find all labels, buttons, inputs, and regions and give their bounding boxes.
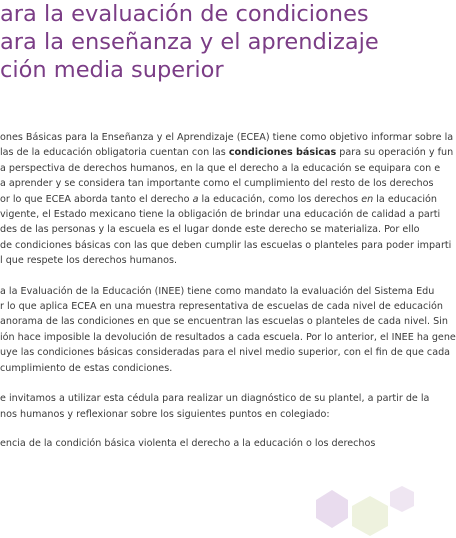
text-span: para su operación y fun — [336, 147, 454, 159]
paragraph-inee-mandate — [0, 284, 456, 376]
title-line: ara la evaluación de condiciones — [0, 1, 369, 27]
text-line: encia de la condición básica violenta el derecho a la educación o los derechos — [0, 437, 376, 449]
text-line: cumplimiento de estas condiciones. — [0, 362, 173, 374]
text-line: de condiciones básicas con las que deben cumplir las escuelas o planteles para poder imparti — [0, 239, 452, 251]
text-span: las de la educación obligatoria cuentan con las — [0, 147, 229, 159]
bold-term: condiciones básicas — [228, 147, 337, 159]
text-line: ones Básicas para la Enseñanza y el Aprendizaje (ECEA) tiene como objetivo informar sobre la — [0, 132, 454, 143]
text-line: uye las condiciones básicas consideradas para el nivel medio superior, con el fin de que cada — [0, 347, 451, 359]
text-line: ión hace imposible la devolución de resultados a cada escuela. Por lo anterior, el INEE ha gene — [0, 331, 456, 343]
text-line: a aprender y se considera tan importante como el cumplimiento del resto de los derechos — [0, 178, 434, 190]
text-line: a perspectiva de derechos humanos, en la que el derecho a la educación se equipara con e — [0, 162, 441, 174]
paragraph-spacer — [0, 422, 420, 436]
hexagon-purple — [316, 490, 348, 528]
paragraph-invitation — [0, 391, 430, 422]
text-line: anorama de las condiciones en que se encuentran las escuelas o planteles de cada nivel. Sin — [0, 316, 448, 328]
document-title — [0, 0, 420, 84]
document-body — [0, 130, 456, 451]
text-line: l que respete los derechos humanos. — [0, 255, 178, 267]
text-span: la educación — [373, 193, 437, 205]
paragraph-spacer — [0, 269, 420, 284]
title-line: ara la enseñanza y el aprendizaje — [0, 29, 379, 55]
paragraph-spacer — [0, 376, 420, 391]
italic-term: en — [361, 193, 374, 205]
paragraph-reflection-point — [0, 436, 420, 451]
hexagon-purple-small — [390, 486, 414, 512]
text-line: des de las personas y la escuela es el lugar donde este derecho se materializa. Por ello — [0, 224, 420, 236]
text-line: e invitamos a utilizar esta cédula para realizar un diagnóstico de su plantel, a partir de la — [0, 393, 430, 405]
text-line: nos humanos y reflexionar sobre los siguientes puntos en colegiado: — [0, 408, 330, 420]
italic-term: a — [192, 193, 199, 205]
text-line: r lo que aplica ECEA en una muestra representativa de escuelas de cada nivel de educación — [0, 301, 443, 313]
text-line — [0, 192, 437, 207]
paragraph-ecea-intro — [0, 130, 454, 269]
title-line: ción media superior — [0, 57, 224, 83]
hexagon-green — [352, 496, 388, 536]
hexagon-decoration — [306, 478, 416, 538]
text-span: la educación, como los derechos — [198, 193, 362, 205]
text-line: a la Evaluación de la Educación (INEE) tiene como mandato la evaluación del Sistema Edu — [0, 285, 435, 297]
text-line — [0, 145, 454, 160]
text-line: vigente, el Estado mexicano tiene la obligación de brindar una educación de calidad a parti — [0, 209, 441, 221]
text-span: or lo que ECEA aborda tanto el derecho — [0, 193, 193, 205]
